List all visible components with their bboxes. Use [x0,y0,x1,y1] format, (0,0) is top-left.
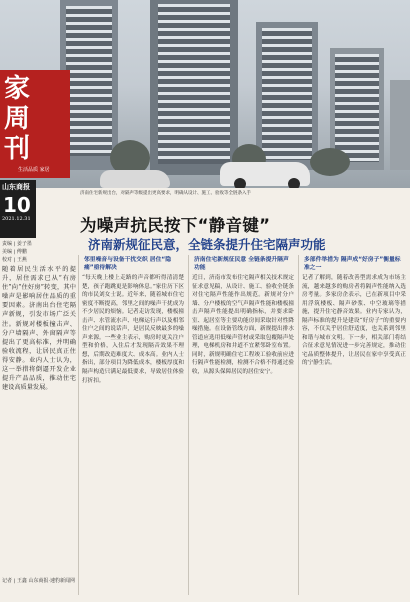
credit-line: 责编 | 姜子墨 [2,241,32,247]
tree [310,148,350,176]
building-windows [66,6,112,156]
masthead-title: 家周刊 [4,74,32,164]
car [100,170,170,188]
column-1-body: “每天晚上楼上走路的声音都听得清清楚楚，孩子跑跳更是影响休息。”家住历下区的市民刘女士说。近年来，随着城市住宅密度不断提高，邻里之间的噪声干扰成为不少居民的烦恼。记者走访发现，楼板撞击声、水管流水声、电梯运行声以及相邻住户之间的说话声，是居民反映最多的噪声来源。一些业主表示，购房时更关注户型和价格，入住后才发现隔音效果不理想，后期改造难度大、成本高。业内人士指出，部分项目为降低成本，楼板厚度和隔声构造只满足最低要求，导致居住体验打折扣。 [82,275,184,384]
sidebar-text: 随着居民生活水平的提升，居住需求已从“有房住”向“住好房”转变，其中噪声是影响居住品质的重要因素。济南出台住宅隔声新规，引发市场广泛关注。新规对楼板撞击声、分户墙隔声、外窗隔声等提出了更高标准，并明确验收流程，让居民真正住得安静。业内人士认为，这一举措将倒逼开发企业提升产品品质，推动住宅建设高质量发展。 [2,266,76,392]
headline: 为噪声抗民按下“静音键” [80,216,271,235]
issue-date: 2021.12.31 [2,216,31,222]
credit-line: 校对 | 王燕 [2,257,27,263]
building-windows [262,28,312,160]
building-windows [158,4,230,164]
column-divider [78,255,79,595]
column-2-body: 近日，济南市发布住宅隔声相关技术规定征求意见稿，从设计、施工、验收全链条对住宅隔声性能作出规范。新规对分户墙、分户楼板的空气声隔声性能和楼板撞击声隔声性能提出明确指标，并要求卧室、起居室等主要功能房间采取针对性降噪措施。在设备管线方面，新规提出排水管道应选用低噪声管材或采取包覆隔声处理，电梯机房和井道不宜紧邻卧室布置。同时，新规明确住宅工程竣工验收前应进行隔声性能检测，检测不合格不得通过验收，从源头保障居民的居住安宁。 [192,275,294,376]
photo-caption: 济南住宅新规出台，对隔声等级提出更高要求，明确从设计、施工、验收等全链条入手 [80,191,251,196]
column-divider [188,255,189,595]
car-wheel [288,178,300,188]
column-2-title: 济南住宅新规征民意 全链条提升隔声功能 [194,257,289,271]
column-3-body: 记者了解到，随着改善型需求成为市场主流，越来越多的购房者将隔声性能纳入选房考量。多家房企表示，已在新项目中采用浮筑楼板、隔声砂浆、中空玻璃等措施，提升住宅静音效果。业内专家认为，隔声标准的提升是建设“好房子”的重要内容，不仅关乎居住舒适度，也关系到邻里和谐与城市文明。下一步，相关部门将结合征求意见情况进一步完善规定，推动住宅品质整体提升，让居民在家中享受真正的宁静生活。 [302,275,406,367]
column-1-title: 邻里噪音与设备干扰交织 居住“隐痛”亟待解决 [84,257,171,271]
building-windows [335,54,379,162]
staff-credits [2,240,36,264]
column-divider [298,255,299,595]
masthead-subtitle: 生活品质 家居 [18,167,50,173]
sidebar-footer: 记者 | 王鑫 山东商报·速豹新闻网 [2,578,76,584]
masthead [0,70,70,178]
subheadline: 济南新规征民意，全链条提升住宅隔声功能 [88,237,326,252]
car-wheel [234,178,246,188]
building [390,80,410,170]
edition-box [0,180,36,238]
column-3-title: 多部件举措为 隔声成“好房子”衡量标准之一 [304,257,401,271]
paper-name: 山东商报 [2,183,30,191]
page-number: 10 [3,193,31,217]
credit-line: 美编 | 傅鹏 [2,249,27,255]
